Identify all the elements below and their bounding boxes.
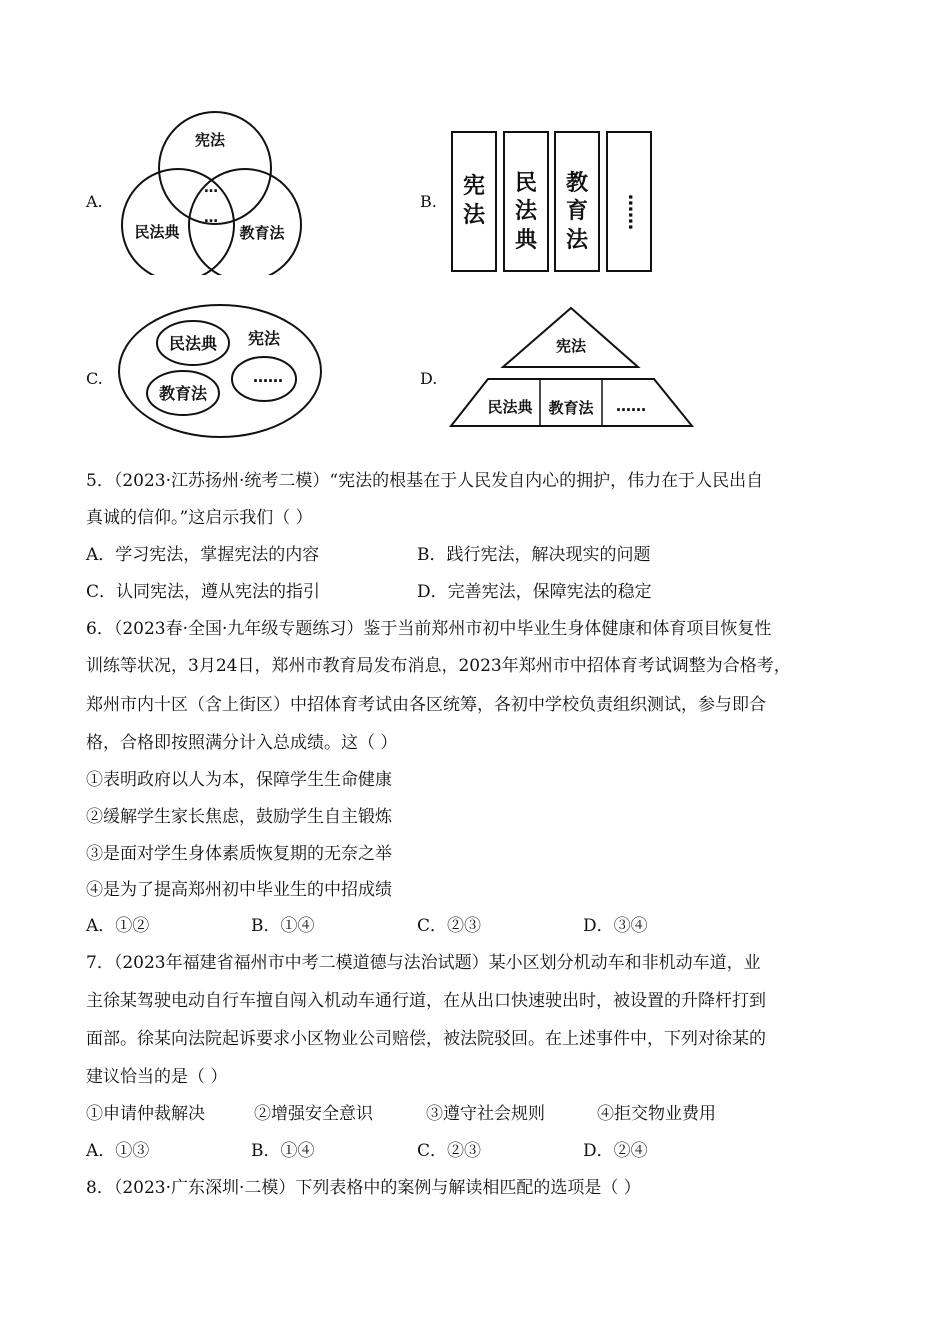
column-dots: ……	[624, 194, 645, 230]
label-e3: ……	[253, 368, 283, 386]
label-constitution: 宪法	[194, 131, 226, 149]
circle-constitution	[159, 112, 271, 224]
q7-option-d[interactable]: D．②④	[583, 1141, 648, 1161]
q7-stem-line2: 主徐某驾驶电动自行车擅自闯入机动车通行道，在从出口快速驶出时，被设置的升降杆打到	[86, 991, 766, 1011]
q7-statement-4: ④拒交物业费用	[597, 1104, 716, 1124]
label-c1: 民法典	[487, 398, 533, 416]
q7-statement-2: ②增强安全意识	[254, 1104, 373, 1124]
svg-text:法: 法	[462, 203, 486, 228]
q6-option-b[interactable]: B．①④	[251, 916, 315, 936]
q6-stem-line2: 训练等状况，3月24日，郑州市教育局发布消息，2023年郑州市中招体育考试调整为合格考，	[86, 656, 791, 676]
q6-statement-1: ①表明政府以人为本，保障学生生命健康	[86, 770, 392, 790]
q6-stem-line3: 郑州市内十区（含上街区）中招体育考试由各区统筹，各初中学校负责组织测试，参与即合	[86, 695, 766, 715]
q7-option-a[interactable]: A．①③	[86, 1141, 150, 1161]
diagram-c-nested	[116, 302, 324, 440]
q6-option-d[interactable]: D．③④	[583, 916, 648, 936]
q7-option-b[interactable]: B．①④	[251, 1141, 315, 1161]
q8-stem-line1: 8．（2023·广东深圳·二模）下列表格中的案例与解读相匹配的选项是（ ）	[86, 1178, 641, 1198]
option-d-letter: D.	[420, 369, 438, 388]
svg-text:法: 法	[565, 228, 589, 253]
label-civil-code: 民法典	[134, 223, 180, 241]
q5-option-a[interactable]: A．学习宪法，掌握宪法的内容	[86, 545, 320, 565]
q5-option-c[interactable]: C．认同宪法，遵从宪法的指引	[86, 582, 321, 602]
label-top: 宪法	[555, 337, 587, 355]
diagram-b-columns	[450, 130, 655, 275]
q6-option-c[interactable]: C．②③	[417, 916, 482, 936]
svg-text:教: 教	[565, 171, 589, 196]
option-c-letter: C.	[86, 369, 103, 388]
diagram-a-venn	[112, 110, 312, 275]
q6-statement-4: ④是为了提高郑州初中毕业生的中招成绩	[86, 880, 392, 900]
q6-stem-line1: 6．（2023春·全国·九年级专题练习）鉴于当前郑州市初中毕业生身体健康和体育项目恢复性	[86, 619, 772, 639]
option-b-letter: B.	[420, 192, 437, 211]
dots-upper: …	[204, 180, 218, 196]
q5-stem-line2: 真诚的信仰。”这启示我们（ ）	[86, 508, 313, 528]
svg-text:民: 民	[514, 171, 538, 196]
q5-option-d[interactable]: D．完善宪法，保障宪法的稳定	[417, 582, 652, 602]
q7-stem-line3: 面部。徐某向法院起诉要求小区物业公司赔偿，被法院驳回。在上述事件中，下列对徐某的	[86, 1029, 766, 1049]
label-education-law: 教育法	[239, 224, 285, 242]
svg-text:宪: 宪	[462, 174, 486, 199]
diagram-d-pyramid	[448, 305, 696, 430]
svg-text:育: 育	[565, 199, 589, 224]
dots-lower: …	[204, 210, 218, 226]
q6-statement-2: ②缓解学生家长焦虑，鼓励学生自主锻炼	[86, 807, 392, 827]
option-a-letter: A.	[86, 192, 103, 211]
svg-text:典: 典	[514, 228, 538, 253]
q5-stem-line1: 5．（2023·江苏扬州·统考二模）“宪法的根基在于人民发自内心的拥护，伟力在于人民出自	[86, 471, 764, 491]
q7-option-c[interactable]: C．②③	[417, 1141, 482, 1161]
q6-statement-3: ③是面对学生身体素质恢复期的无奈之举	[86, 844, 392, 864]
q7-statement-3: ③遵守社会规则	[426, 1104, 545, 1124]
q7-stem-line1: 7．（2023年福建省福州市中考二模道德与法治试题）某小区划分机动车和非机动车道，业	[86, 953, 761, 973]
label-e2: 教育法	[158, 384, 208, 403]
q7-stem-line4: 建议恰当的是（ ）	[86, 1067, 228, 1087]
q6-option-a[interactable]: A．①②	[86, 916, 150, 936]
q7-statement-1: ①申请仲裁解决	[86, 1104, 205, 1124]
label-c3: ……	[616, 397, 646, 415]
label-c2: 教育法	[548, 399, 594, 417]
label-e1: 民法典	[168, 334, 218, 353]
q5-option-b[interactable]: B．践行宪法，解决现实的问题	[417, 545, 651, 565]
svg-text:法: 法	[514, 199, 538, 224]
q6-stem-line4: 格，合格即按照满分计入总成绩。这（ ）	[86, 733, 398, 753]
label-outer: 宪法	[247, 329, 281, 348]
